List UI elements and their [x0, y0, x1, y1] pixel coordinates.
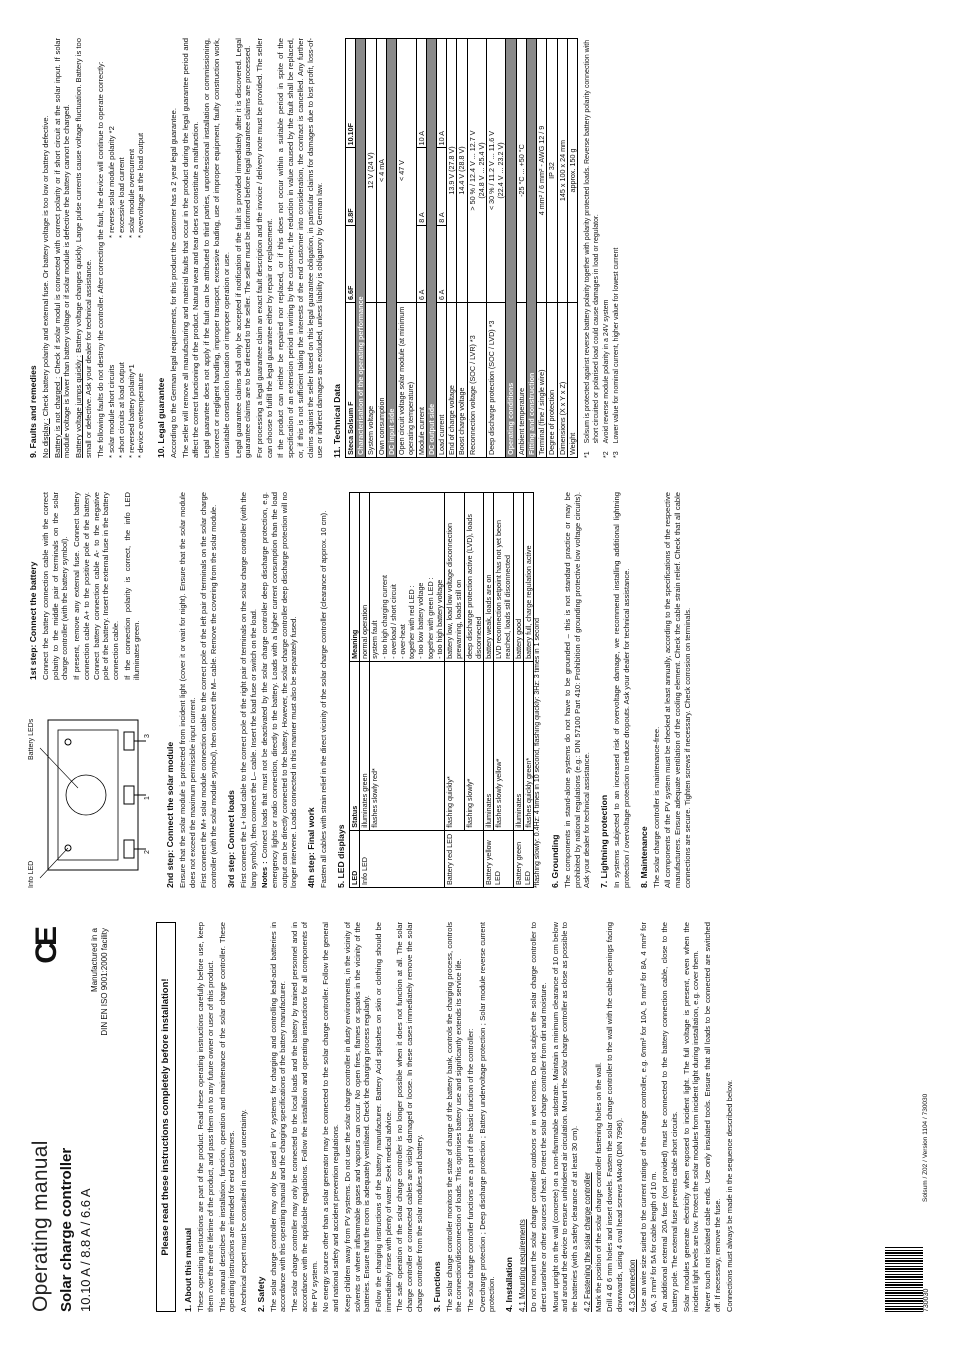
section-heading: 3. Functions [431, 1261, 442, 1312]
value-line: > 50 % / 12.4 V ... 12.7 V [467, 130, 477, 211]
table-cell: Reconnection voltage (SOC / LVR) *3 [467, 303, 486, 458]
table-section-label: DC output side [426, 39, 436, 458]
paragraph: These operating instructions are part of the product. Read these operating instructions carefully before use, keep them over the entire lifetime of the product, and pass them on to any future owner or user of this product. [196, 922, 215, 1312]
subsection-heading: 4.2 Fastening the solar charge controller [582, 1172, 592, 1312]
meaning-line: together with red LED : [407, 585, 417, 659]
tech-footnotes [584, 38, 622, 458]
table-cell: 13.9 V (27.8 V) [447, 39, 457, 303]
footnote-mark: *3 [612, 451, 620, 458]
paragraph: The solar charge controller may only be used in PV systems for charging and controlling lead-acid batteries in accordance with this operating manual and the charging specifications of the battery manufacturer. [268, 922, 288, 1312]
paragraph: Legal guarantee claims shall only be accepted if notification of the fault is provided immediately after it is discovered. Legal guarantee claims are to be directed to the seller. The seller must be informed before legal guarantee claims are processed. [233, 38, 253, 458]
table-header: Meaning [349, 493, 359, 662]
table-cell: battery weak, loads are on [483, 493, 493, 662]
ce-mark-icon: CE [30, 930, 63, 964]
table-cell: 8 A [416, 148, 426, 225]
fault-text: Check if solar modul is connected with correct polarity or if short circuit at the solar input. If solar module voltage is lower than battery voltage or if solar module is defective the battery cannot be charged. [52, 38, 72, 458]
product-ratings: 10.10 A / 8.8 A / 6.6 A [78, 1188, 94, 1312]
table-cell: flashes quickly green* [523, 661, 533, 830]
table-section-row [526, 39, 536, 458]
table-row [513, 493, 523, 888]
table-row [370, 493, 445, 888]
paragraph: First connect the L+ load cable to the correct pole of the right pair of terminals on the solar charge controller (with the lamp symbol), then connect the L– cable. Insert the load fuse or switch on the load. [238, 492, 258, 888]
paragraph: Do not mount the solar charge controller outdoors or in wet rooms. Do not subject the solar charge controller to direct sunshine or other sources of heat. Protect the solar charge controller from dirt and moisture. [529, 922, 548, 1312]
notes-label: Notes : [260, 861, 270, 888]
table-cell: 8 A [436, 148, 446, 225]
meaning-line: - over-heat [398, 624, 407, 659]
fault-list-left [107, 258, 146, 458]
table-row [366, 39, 376, 458]
table-header: Status [349, 661, 359, 830]
paragraph: Legal guarantee does not apply if the fault can be attributed to third parties, unprofessional installation or commissioning, incorrect or negligent handling, improper transport, excessive loading, use of improper equipment, faulty construction work, unsuitable construction location or improper operation or use. [202, 38, 231, 458]
column-1 [28, 922, 932, 1312]
certification-line: DIN EN ISO 9001:2000 facility [100, 928, 110, 1036]
paragraph: If the product can neither be repaired nor replaced, or if this does not occur within a suitable period in spite of the specification of an extension period in writing by the customer, the reduction in value caused by the fault shall be replaced, or, if this is not sufficient taking the interests of the end customer into consideration, the contract is cancelled. Any further claims against the seller based on this legal guarantee obligation, in particular claims for damages due to lost profit, loss-of-use or indirect damages are excluded, unless liability is obligatory by German law. [276, 38, 325, 458]
fault-text: Check battery polarity and external fuse. Or battery voltage is too low or battery defective. [41, 115, 50, 417]
table-cell: Dimensions (X x Y x Z) [557, 303, 567, 458]
paragraph: A technical expert must be consulted in cases of uncertainty. [239, 1109, 249, 1312]
barcode-number: 730030 [923, 1288, 931, 1312]
paragraph: No energy source other than a solar generator may be connected to the solar charge controller. Follow the general and national safety and accident prevention regulations. [321, 922, 341, 1312]
table-cell: approx. 150 g [567, 39, 577, 303]
paragraph: First connect the M+ solar module connection cable to the correct pole of the left pair of terminals on the solar charge controller (with the solar module symbol), then connect the M– cable. Remove the covering from the solar module. [199, 492, 219, 888]
table-row [516, 39, 526, 458]
list-item: * reversed battery polarity*1 [127, 258, 137, 458]
table-row [467, 39, 486, 458]
table-row [445, 493, 464, 888]
table-cell: deep discharge protection active (LVD), loads disconnected [464, 493, 483, 662]
install-notice: Please read these instructions completely before installation! [156, 922, 176, 1312]
table-cell: flashing quickly* [445, 661, 464, 830]
barcode-block [885, 1232, 932, 1312]
paragraph: In systems subjected to an increased risk of overvoltage damage, we recommend installing additional lightning protection / overvoltage protection to reduce dropouts. Ask your dealer for technical assistance. [612, 492, 631, 888]
table-cell: 6 A [416, 225, 426, 302]
paragraph: Solar modules generate electricity when exposed to incident light. The full voltage is present, even when the incident light levels are low. Protect the solar modules from incident light during installation, e.g. cover them. [681, 922, 701, 1312]
column-2 [28, 492, 932, 888]
meaning-line: - too high battery voltage [434, 579, 444, 659]
diagram-row [28, 492, 158, 888]
section-heading: 2nd step: Connect the solar module [165, 741, 175, 888]
paragraph: Connect the battery connection cable with the correct polarity to the middle pair of terminals on the solar charge controller (with the battery symbol). [41, 492, 70, 680]
table-cell: Own consumption [376, 303, 386, 458]
section-heading: 1. About this manual [183, 1227, 194, 1312]
table-cell: Battery green LED [513, 830, 533, 887]
version-footer: Solsum / Z02 / Version 1104 / 730030 [921, 1093, 929, 1202]
section-heading: 4th step: Final work [306, 807, 317, 888]
section-heading: 3rd step: Connect loads [225, 790, 236, 888]
table-row [447, 39, 457, 458]
table-header-row [349, 493, 359, 888]
meaning-line: system fault [370, 620, 380, 659]
barcode-icon [885, 1246, 923, 1312]
table-header: 8.8F [345, 148, 355, 225]
meaning-line: - overload / short circuit [388, 584, 398, 659]
table-cell: Terminal (fine / single wire) [537, 303, 547, 458]
meaning-line: - too low battery voltage [416, 582, 426, 659]
table-row [537, 39, 547, 458]
fault-lists [107, 38, 149, 458]
value-line: < 30 % / 11.2 V ... 11.6 V [487, 130, 497, 211]
table-section-row [386, 39, 396, 458]
led-footnote: *flashing slowly: 0.4Hz: 4 times in 10 second, flashing quickly: 3Hz: 3 times in 1 second [534, 617, 542, 888]
manufactured-note [90, 928, 111, 1036]
table-row [567, 39, 577, 458]
notes-text: Connect loads that must not be deactivated by the solar charge controller deep discharge protection, e.g. emergency lights or radio connection, directly to the battery. Loads with a higher current consumption than the load output can be directly connected to the battery. However, the solar charge controller deep discharge protection will no longer intervene. Loads connected in this manner must also be separately fused. [260, 492, 299, 888]
table-section-row [426, 39, 436, 458]
value-line: (24.8 V ... 25.4 V) [476, 142, 486, 199]
table-cell: Weight [567, 303, 577, 458]
table-cell [487, 39, 506, 303]
table-row [360, 493, 370, 888]
paragraph: Connections must always be made in the sequence described below. [724, 1079, 734, 1312]
value-line: (22.4 V ... 23.2 V) [496, 142, 506, 199]
table-cell: illuminates green [360, 661, 370, 830]
table-section-label: Operating conditions [506, 39, 516, 458]
footnote [603, 38, 612, 458]
diagram-num: 1 [144, 796, 151, 800]
meaning-line: together with green LED : [425, 577, 435, 659]
table-cell: 145 x 100 x 24 mm [557, 39, 567, 303]
diagram-num: 3 [144, 734, 151, 738]
table-row [457, 39, 467, 458]
table-cell: Load current [436, 303, 446, 458]
controller-diagram-icon [28, 688, 154, 888]
subsection-heading: 4.1 Mounting requirements [518, 1219, 528, 1312]
table-cell: 6 A [436, 225, 446, 302]
section-heading: 6. Grounding [550, 834, 561, 888]
table-cell: Deep discharge protection (SOC / LVD) *3 [487, 303, 506, 458]
fault-label: Battery is not charged : [52, 376, 62, 458]
paragraph [74, 38, 93, 458]
paragraph: Fasten all cables with strain relief in the direct vicinity of the solar charge controller (clearance of approx. 10 cm). [319, 510, 329, 888]
table-cell: flashes slowly red* [370, 661, 445, 830]
table-row [397, 39, 416, 458]
table-cell [370, 493, 445, 662]
table-section-label: DC input side [386, 39, 396, 458]
paragraph: Mark the position of the solar charge controller fastening holes on the wall. [593, 1062, 603, 1312]
table-cell: Info LED [360, 830, 445, 887]
table-cell [467, 39, 486, 303]
step1-block [28, 492, 158, 680]
table-row [416, 39, 426, 458]
paragraph [53, 38, 72, 458]
table-cell: System voltage [366, 303, 376, 458]
section-heading: 7. Lightning protection [599, 794, 610, 888]
subsection-heading: 4.3 Connection [627, 1259, 637, 1312]
list-item: * overvoltage at the load output [136, 38, 146, 238]
paragraph: The seller will remove all manufacturing and material faults that occur in the product during the legal guarantee period and affect the correct functioning of the product. Natural wear and tear does not constitute a malfunction. [180, 38, 200, 458]
fault-list-right [107, 38, 146, 238]
paragraph: The safe operation of the solar charge controller is no longer possible when it does not function at all. The solar charge controller or connected cables are visibly damaged or loose. In these cases immediately remove the solar charge controller from the solar modules and battery. [395, 922, 424, 1312]
table-cell: Ambient temperature [516, 303, 526, 458]
paragraph: The solar charge controller functions are a part of the basic function of the controller: [465, 1028, 475, 1312]
table-header: Steca Solsum F [345, 303, 355, 458]
table-header: LED [349, 830, 359, 887]
table-cell: -25 °C ... +50 °C [516, 39, 526, 303]
table-cell: illuminates [483, 661, 493, 830]
table-cell: 4 mm² / 6 mm² - AWG 12 / 9 [537, 39, 547, 303]
section-heading: 8. Maintenance [638, 826, 649, 888]
list-item: * short circuits at load output [117, 258, 127, 458]
diagram-label-info: Info LED [28, 860, 35, 888]
fault-text: Battery voltage changes quickly. Large pulse currents cause voltage fluctuation. Battery is too small or defective. Ask your dealer for technical assistance. [74, 38, 93, 458]
table-header: 6.6F [345, 225, 355, 302]
paragraph: Follow the charging instructions of the battery manufacturer. Battery Acid splashes on skin or clothing should be immediately rinse with plenty of water. Seek medical advice. [373, 922, 393, 1312]
table-cell: illuminates [513, 661, 523, 830]
table-cell: 14.4 V (28.8 V) [457, 39, 467, 303]
paragraph: If present, remove any external fuse. Connect battery connection cable A+ to the positive pole of the battery. Connect battery connection cable A- to the negative pole of the battery. Insert the external fuse in the battery connection cable. [72, 492, 121, 680]
table-cell: flashes slowly yellow* [494, 661, 513, 830]
footnote-mark: *2 [602, 451, 610, 458]
table-cell: battery good [513, 493, 523, 662]
table-section-row [356, 39, 366, 458]
paragraph: The solar charge controller is maintenance-free. [651, 726, 661, 888]
paragraph: Keep children away from PV systems. Do not use the solar charge controller in dusty environments, in the vicinity of solvents or where inflammable gases and vapours can occur. No open fires, flames or sparks in the vicinity of the batteries. Ensure that the room is adequately ventilated. Check the charging process regularly. [342, 922, 372, 1312]
section-heading: 5. LED displays [335, 824, 346, 888]
paragraph: The solar charge controller monitors the state of charge of the battery bank, controls the charging process, controls the connection/disconnection of loads. This optimises battery use and significantly extends its service life. [444, 922, 464, 1312]
table-header: 10.10F [345, 39, 355, 148]
paragraph: Mount upright on the wall (concrete) on a non-flammable substrate. Maintain a minimum clearance of 10 cm below and around the device to ensure unhindered air circulation. Mount the solar charge controller as close as possible to the batteries (with a safety clearance of at least 30 cm). [550, 922, 579, 1312]
manufactured-line: Manufactured in a [90, 928, 99, 993]
footnote-mark: *1 [584, 451, 591, 458]
table-cell: 10 A [436, 39, 446, 148]
led-table [349, 492, 534, 888]
paragraph: According to the German legal requirements, for this product the customer has a 2 year legal guarantee. [169, 108, 179, 458]
tech-data-table [345, 38, 578, 458]
list-item: * reverse solar module polarity *2 [107, 38, 117, 238]
controller-diagram [28, 688, 154, 888]
paragraph: The following faults do not destroy the controller. After correcting the fault, the device will continue to operate correctly: [95, 61, 105, 458]
section-heading: 2. Safety [255, 1276, 266, 1312]
table-row [483, 493, 493, 888]
table-section-label: Characterisation of the operating performance [356, 39, 366, 458]
footnote-text: Lower value for nominal current, higher value for lowest current [612, 247, 620, 444]
list-item: * device overtemperature [136, 258, 146, 458]
table-cell: LVD reconnection setpoint has not yet been reached, loads still disconnected [494, 493, 513, 662]
table-row [547, 39, 557, 458]
table-cell: < 47 V [397, 39, 416, 303]
table-cell: Battery red LED [445, 830, 484, 887]
table-row [436, 39, 446, 458]
paragraph: For processing a legal guarantee claim an exact fault description and the invoice / delivery note must be provided. The seller can choose to fulfill the legal guarantee either by repair or replacement. [254, 38, 274, 458]
page-title: Operating manual [29, 1140, 52, 1312]
paragraph: Drill 4 Ø 6 mm holes and insert dowels. Fasten the solar charge controller to the wall with the cable openings facing downwards, using 4 oval head screws M4x40 (DIN 7996). [605, 922, 625, 1312]
footnote [613, 38, 622, 458]
paragraph: All components of the PV system must be checked at least annually, according to the specifications of the respective manufacturers. Ensure adequate ventilation of the cooling element. Check the cable strain relief. Check that all cable connections are secure. Tighten screws if necessary. Check corrosion on terminals. [663, 492, 692, 888]
section-heading: 10. Legal guarantee [156, 377, 167, 458]
table-cell: battery low, load low voltage disconnection prewarning, loads still on [445, 493, 464, 662]
footnote [584, 38, 602, 458]
table-row [494, 493, 513, 888]
diagram-label-battery: Battery LEDs [28, 718, 35, 760]
section-heading: 11. Technical Data [331, 384, 342, 458]
table-cell: Degree of protection [547, 303, 557, 458]
list-item: * solar module overcurrent [127, 38, 137, 238]
paragraph: Overcharge protection ; Deep discharge protection ; Battery undervoltage protection ; Solar module reverse current protection. [477, 922, 497, 1312]
table-cell: battery full, charge regulation active [523, 493, 533, 662]
table-cell: Boost charge voltage [457, 303, 467, 458]
table-cell: Module current [416, 303, 426, 458]
paragraph: Use an wire size suited to the current ratings of the charge controller, e.g. 6mm² for 10A, 5 mm² for 8A, 4 mm² for 6A, 3 mm² for 5A for cable length of 10 m. [638, 922, 658, 1312]
table-cell: flashing slowly* [464, 661, 483, 830]
paragraph: Never touch not isolated cable ends. Use only insulated tools. Ensure that all loads to be connected are switched off. If necessary, remove the fuse. [703, 922, 722, 1312]
table-row [487, 39, 506, 458]
table-cell: IP 32 [547, 39, 557, 303]
column-3 [28, 38, 932, 458]
footnote-text: Avoid reverse module polarity in a 24V system [602, 299, 610, 444]
table-row [376, 39, 386, 458]
footnote-text: Solsum is protected against reverse battery polarity together with polarity protected loads. Reverse battery polarity connection with short circuited or polarised load could cause damages in load or regulator. [584, 39, 600, 444]
table-row [464, 493, 483, 888]
paragraph: The solar charge controller may only be connected to the local loads and the battery by trained personnel and in accordance with the applicable regulations. Follow the installation and operating instructions for all components of the PV system. [290, 922, 319, 1312]
section-heading: 4. Installation [504, 1257, 515, 1312]
table-cell: 10 A [416, 39, 426, 148]
table-cell: Open circuit voltage solar module (at minimum operating temperature) [397, 303, 416, 458]
paragraph: This manual describes the installation, function, operation and maintenance of the solar charge controller. These operating instructions are intended for end customers. [217, 922, 237, 1312]
table-section-row [506, 39, 516, 458]
paragraph: The components in stand-alone systems do not have to be grounded – this is not standard practice or may be prohibited by national regulations (e.g.: DIN 57100 Part 410: Prohibition of grounding protective low voltage circuits). Ask your dealer for technical assistance. [563, 492, 592, 888]
fault-label: Battery voltage jumps quickly : [74, 355, 84, 458]
table-row [557, 39, 567, 458]
meaning-line: - too high charging current [379, 574, 389, 659]
title-block [28, 922, 146, 1312]
table-row [523, 493, 533, 888]
table-cell: normal operation [360, 493, 370, 662]
paragraph [41, 38, 51, 458]
table-section-label: Fitting and construction [526, 39, 536, 458]
table-cell: 12 V (24 V) [366, 39, 376, 303]
table-cell: Battery yellow LED [483, 830, 513, 887]
list-item: * solar module short circuits [107, 258, 117, 458]
paragraph [260, 492, 299, 888]
fault-label: No display : [41, 418, 50, 458]
section-heading: 9. Faults and remedies [28, 365, 38, 458]
paragraph: If the connection polarity is correct, the info LED illuminates green. [122, 492, 142, 680]
paragraph: Ensure that the solar module is protected from incident light (cover it or wait for night). Ensure that the solar module does not exceed the maximum permissible input current. [178, 492, 197, 888]
diagram-num: 2 [144, 850, 151, 854]
table-header-row [345, 39, 355, 458]
paragraph: An additional external 20A fuse (not provided) must be connected to the battery connection cable, close to the battery pole. The external fuse prevents cable short circuits. [660, 922, 679, 1312]
list-item: * excessive load current [117, 38, 127, 238]
section-heading: 1st step: Connect the battery [28, 561, 38, 680]
table-cell: < 4 mA [376, 39, 386, 303]
product-name: Solar charge controller [57, 1147, 75, 1312]
table-cell: End of charge voltage [447, 303, 457, 458]
